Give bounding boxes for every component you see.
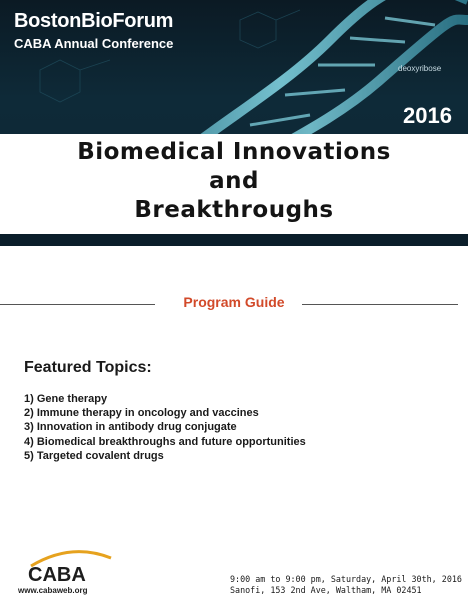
event-time: 9:00 am to 9:00 pm, Saturday, April 30th, 2016 bbox=[230, 574, 462, 584]
featured-heading: Featured Topics: bbox=[24, 359, 152, 376]
year-label: 2016 bbox=[403, 103, 452, 128]
logo-url: www.cabaweb.org bbox=[18, 586, 88, 595]
topic-item: 1) Gene therapy bbox=[24, 393, 108, 405]
topics-list bbox=[24, 392, 306, 463]
topic-item: 4) Biomedical breakthroughs and future opportunities bbox=[24, 435, 306, 448]
topic-item: 3) Innovation in antibody drug conjugate bbox=[24, 421, 237, 434]
event-details bbox=[230, 574, 462, 596]
caba-logo bbox=[18, 548, 128, 598]
title-line-1: Biomedical Innovations bbox=[77, 139, 391, 165]
molecule-label: deoxyribose bbox=[398, 64, 442, 73]
topic-item: 2) Immune therapy in oncology and vaccines bbox=[24, 407, 259, 420]
title-divider bbox=[0, 234, 468, 246]
logo-name: CABA bbox=[28, 564, 86, 586]
conference-subtitle: CABA Annual Conference bbox=[14, 36, 174, 51]
program-guide-heading bbox=[0, 294, 468, 314]
divider-right bbox=[302, 304, 458, 305]
title-line-3: Breakthroughs bbox=[134, 197, 334, 223]
page-title bbox=[0, 138, 468, 225]
brand-title: BostonBioForum bbox=[14, 10, 174, 32]
event-location: Sanofi, 153 2nd Ave, Waltham, MA 02451 bbox=[230, 585, 422, 595]
program-guide-label: Program Guide bbox=[183, 294, 285, 310]
title-line-2: and bbox=[209, 168, 259, 194]
topic-item: 5) Targeted covalent drugs bbox=[24, 449, 164, 462]
